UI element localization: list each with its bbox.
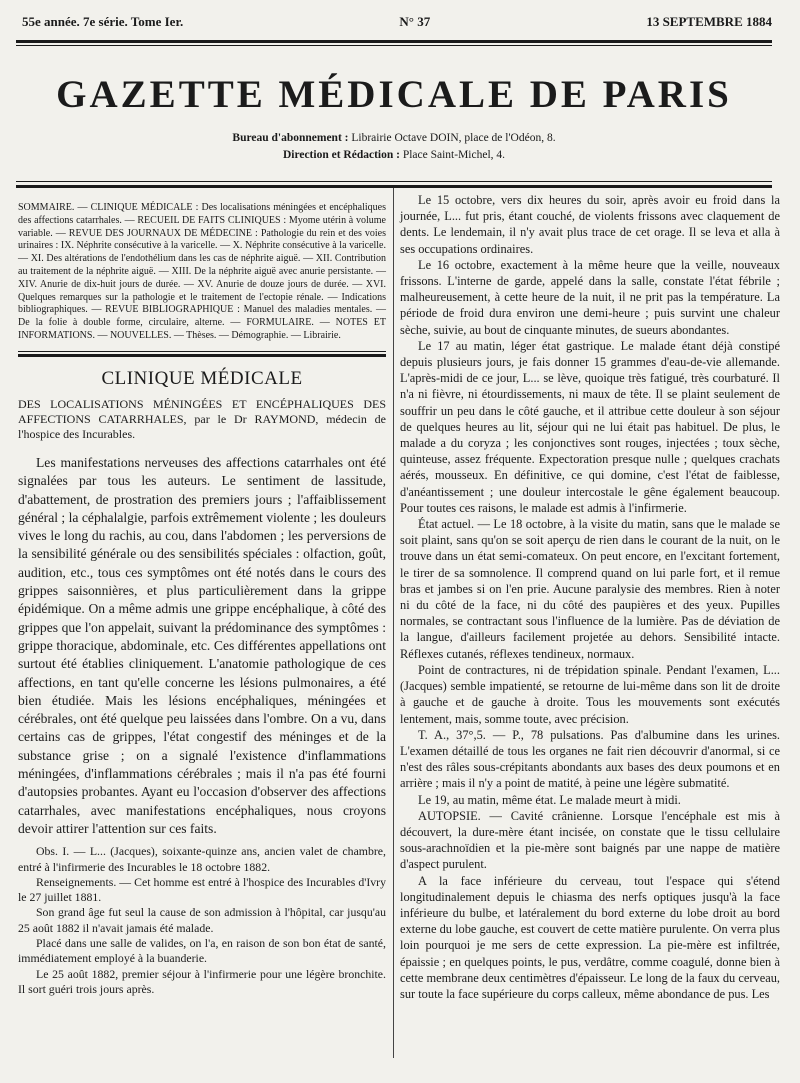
masthead-title: GAZETTE MÉDICALE DE PARIS — [56, 73, 732, 116]
direction-text: Place Saint-Michel, 4. — [402, 149, 506, 161]
paragraph: Le 15 octobre, vers dix heures du soir, après avoir eu froid dans la journée, L... fut pris, étant couché, de violents frissons avec claquement de dents. Le lendemain, il n'y avait plus trace de cet orage. Il se leva et alla à ses occupations ordinaires. — [400, 193, 780, 256]
issue-date: 13 SEPTEMBRE 1884 — [646, 14, 772, 29]
paragraph: Renseignements. — Cet homme est entré à l'hospice des Incurables d'Ivry le 27 juillet 1881. — [18, 874, 386, 905]
section-title: CLINIQUE MÉDICALE — [101, 367, 303, 389]
header-rule-thin — [16, 45, 772, 46]
paragraph: Obs. I. — L... (Jacques), soixante-quinze ans, ancien valet de chambre, entré à l'infirmerie des Incurables le 18 octobre 1882. — [18, 844, 386, 874]
issue-number: N° 37 — [399, 14, 431, 29]
article-title: DES LOCALISATIONS MÉNINGÉES ET ENCÉPHALIQUES DES AFFECTIONS CATARRHALES, — [18, 396, 386, 426]
paragraph: Point de contractures, ni de trépidation spinale. Pendant l'examen, L... (Jacques) semble impatienté, se retourne de lui-même dans son lit de droite à gauche et de gauche à droite. Tous les mouvements sont exécutés lentement, mais, somme toute, avec précision. — [400, 662, 780, 726]
subscription-line — [16, 132, 772, 144]
column-divider — [393, 188, 394, 1058]
paragraph: Le 19, au matin, même état. Le malade meurt à midi. — [418, 792, 681, 807]
subscription-label: Bureau d'abonnement : — [232, 132, 349, 144]
issue-header — [22, 14, 772, 34]
paragraph: Son grand âge fut seul la cause de son admission à l'hôpital, car jusqu'au 25 août 1882 il n'avait jamais été malade. — [18, 905, 386, 935]
sommaire: SOMMAIRE. — CLINIQUE MÉDICALE : Des localisations méningées et encéphaliques des affections catarrhales. — RECUEIL DE FAITS CLINIQUES : Myome utérin à volume variable. — REVUE DES JOURNAUX DE MÉDECINE : Pathologie du rein et des voies urinaires : IX. Néphrite consécutive à la varicelle. — X. Néphrite consécutive à la varicelle. — XI. Des altérations de l'endothélium dans les cas de néphrite aiguë. — XII. Contribution au traitement de la néphrite aiguë. — XIII. De la néphrite aiguë avec anurie persistante. — XIV. Anurie de dix-huit jours de durée. — XV. Anurie de douze jours de durée. — XVI. Quelques remarques sur la pathologie et le traitement de l'ectopie rénale. — Indications bibliographiques. — REVUE BIBLIOGRAPHIQUE : Manuel des maladies mentales. — De la folie à double forme, circulaire, alterne. — FORMULAIRE. — NOTES ET INFORMATIONS. — NOUVELLES. — Thèses. — Démographie. — Librairie. — [18, 202, 386, 341]
paragraph: AUTOPSIE. — Cavité crânienne. Lorsque l'encéphale est mis à découvert, la dure-mère étant incisée, on constate que le tissu cellulaire sous-arachnoïdien et la pie-mère sont baignés par une nappe de matière d'aspect purulent. — [400, 808, 780, 872]
paragraph: A la face inférieure du cerveau, tout l'espace qui s'étend longitudinalement depuis le chiasma des nerfs optiques jusqu'à la face inférieure du bulbe, et latéralement du bord externe du lobe droit au bord externe du lobe gauche, est couvert de cette matière purulente. On verra plus loin pourquoi je me sers de cette expression. La pie-mère est infiltrée, épaissie ; en quelques points, le pus, verdâtre, comme coagulé, donne bien à cette membrane deux centimètres d'épaisseur. Le long de la faux du cerveau, sur toute la face supérieure du corps calleux, même abondance de pus. Les — [400, 873, 780, 1001]
article-heading — [18, 397, 386, 442]
paragraph: T. A., 37°,5. — P., 78 pulsations. Pas d'albumine dans les urines. L'examen détaillé de tous les organes ne fait rien découvrir d'anormal, si ce n'est des râles sous-crépitants abondants aux bases des deux poumons et en arrière ; mais il n'y a point de matité, à peine une légère submatité. — [400, 727, 780, 791]
masthead-rule-thick — [16, 185, 772, 188]
subscription-text: Librairie Octave DOIN, place de l'Odéon, 8. — [351, 132, 556, 144]
left-column — [18, 192, 386, 997]
volume-info: 55e année. 7e série. Tome Ier. — [22, 14, 184, 29]
direction-line — [16, 149, 772, 161]
paragraph: Le 16 octobre, exactement à la même heure que la veille, nouveaux frissons. L'interne de garde, appelé dans la salle, constate l'état fébrile ; malheureusement, à cette heure de la nuit, il ne prit pas la température. La période de froid dura environ une demi-heure ; puis survint une chaleur sèche, suivie, au bout de cinquante minutes, de sueurs abondantes. — [400, 257, 780, 337]
paragraph: Le 25 août 1882, premier séjour à l'infirmerie pour une légère bronchite. Il sort guéri trois jours après. — [18, 966, 386, 996]
paragraph: Placé dans une salle de valides, on l'a, en raison de son bon état de santé, immédiatement employé à la buanderie. — [18, 935, 386, 966]
paragraph: État actuel. — Le 18 octobre, à la visite du matin, sans que le malade se soit plaint, sans qu'on se soit aperçu de rien dans le courant de la nuit, on le trouve dans un état semi-comateux. On peut encore, en l'excitant fortement, le tirer de sa somnolence. Il comprend quand on lui parle fort, et il remue bras et jambes si on l'en prie. Aucune paralysie des membres. Rien à noter ni du côté de la face, ni du côté des paupières et des yeux. Pupilles normales, se contractant sous l'influence de la lumière. Pas de déviation de la langue, d'ailleurs facilement projetée au dehors. Sensibilité intacte. Réflexes cutanés, réflexes tendineux, normaux. — [400, 517, 780, 661]
right-column — [400, 192, 780, 1002]
direction-label: Direction et Rédaction : — [282, 149, 400, 161]
header-rule — [16, 40, 772, 43]
section-rule — [18, 351, 386, 352]
paragraph: Les manifestations nerveuses des affections catarrhales ont été signalées par tous les auteurs. Le sentiment de lassitude, d'abattement, de prostration des premiers jours ; l'affaiblissement général ; la céphalalgie, parfois extrêmement violente ; les douleurs vives le long du rachis, au cou, dans l'abdomen ; les perversions de la sensibilité générale ou des sensibilités spéciales : olfaction, goût, audition, etc., tous ces symptômes ont été notés dans le cours des grippes saisonnières, et plus particulièrement dans la grippe épidémique. On a même admis une grippe encéphalique, à côté des grippes que l'on appelait, suivant la prédominance des symptômes : grippe thoracique, abdominale, etc. Ces différentes appellations ont surtout été établies cliniquement. L'anatomie pathologique de ces affections, en tant qu'elle concerne les lésions pulmonaires, a été bien étudiée. Mais les lésions encéphaliques, méningées et cérébrales, ont été quelque peu laissées dans l'ombre. On a vu, dans certains cas de grippes, l'état congestif des méninges et de la substance grise ; on a signalé l'existence d'inflammations méningées, d'inflammations cérébrales ; mais il n'a pas été fourni d'autopsies probantes. Ayant eu l'occasion d'observer des affections catarrhales, avec manifestations encéphaliques, nous croyons devoir attirer l'attention sur ces faits. — [18, 454, 386, 836]
article-byline: par le Dr RAYMOND, médecin de l'hospice des Incurables. — [18, 411, 387, 441]
paragraph: Le 17 au matin, léger état gastrique. Le malade étant déjà constipé depuis plusieurs jours, je fais donner 15 grammes d'eau-de-vie allemande. L'après-midi de ce jour, L... se lève, quoique très fatigué, très courbaturé. Il n'a ni fièvre, ni étourdissements, ni maux de tête. Il se plaint seulement de souffrir un peu dans le côté gauche, et il attribue cette douleur à son séjour de quelques heures au lit, séjour qui ne lui était pas habituel. De plus, le malade a du coryza ; les conjonctives sont rouges, injectées ; toux sèche, quinteuse, assez fréquente. Expectoration presque nulle ; quelques crachats aérés, mousseux. En définitive, ce qui domine, c'est l'état de faiblesse, d'anéantissement ; une douleur intercostale le gêne également beaucoup. Pour toutes ces raisons, le malade est admis à l'infirmerie. — [400, 338, 780, 515]
masthead-rule — [16, 181, 772, 182]
section-rule-thick — [18, 354, 386, 357]
